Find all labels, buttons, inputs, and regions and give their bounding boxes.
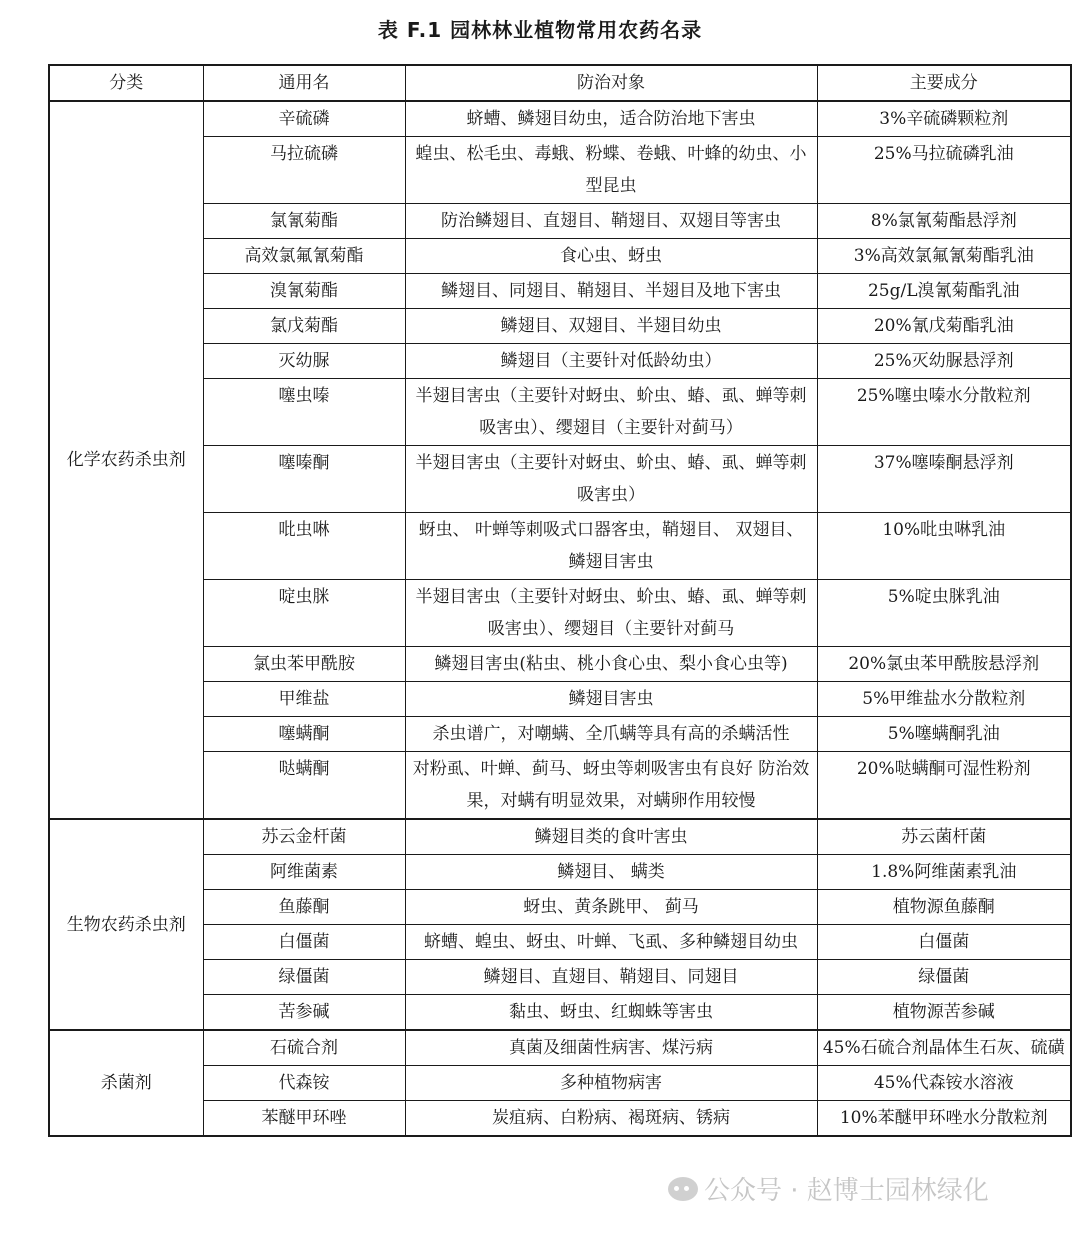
table-row [49,239,1071,274]
target-cell: 食心虫、蚜虫 [405,239,817,274]
name-cell: 苦参碱 [203,995,405,1031]
ingredient-cell: 8%氯氰菊酯悬浮剂 [817,204,1071,239]
header-ingredient: 主要成分 [817,65,1071,101]
table-row [49,752,1071,820]
target-cell: 半翅目害虫（主要针对蚜虫、蚧虫、蝽、虱、蝉等刺吸害虫）、缨翅目（主要针对蓟马） [405,379,817,446]
target-cell: 炭疽病、白粉病、褐斑病、锈病 [405,1101,817,1137]
name-cell: 绿僵菌 [203,960,405,995]
name-cell: 氯虫苯甲酰胺 [203,647,405,682]
name-cell: 噻虫嗪 [203,379,405,446]
ingredient-cell: 20%氰戊菊酯乳油 [817,309,1071,344]
table-row [49,995,1071,1031]
table-title: 表 F.1 园林林业植物常用农药名录 [377,18,703,42]
ingredient-cell: 45%石硫合剂晶体生石灰、硫磺 [817,1030,1071,1066]
table-row [49,446,1071,513]
name-cell: 代森铵 [203,1066,405,1101]
ingredient-cell: 37%噻嗪酮悬浮剂 [817,446,1071,513]
target-cell: 半翅目害虫（主要针对蚜虫、蚧虫、蝽、虱、蝉等刺吸害虫）、缨翅目（主要针对蓟马 [405,580,817,647]
target-cell: 蝗虫、松毛虫、毒蛾、粉蝶、卷蛾、叶蜂的幼虫、小型昆虫 [405,137,817,204]
ingredient-cell: 3%辛硫磷颗粒剂 [817,101,1071,137]
ingredient-cell: 5%噻螨酮乳油 [817,717,1071,752]
table-row [49,580,1071,647]
table-row [49,1101,1071,1137]
target-cell: 防治鳞翅目、直翅目、鞘翅目、双翅目等害虫 [405,204,817,239]
target-cell: 鳞翅目类的食叶害虫 [405,819,817,855]
name-cell: 噻螨酮 [203,717,405,752]
table-row [49,513,1071,580]
target-cell: 半翅目害虫（主要针对蚜虫、蚧虫、蝽、虱、蝉等刺吸害虫） [405,446,817,513]
table-row [49,1066,1071,1101]
table-row [49,717,1071,752]
watermark [668,1170,989,1207]
header-row [49,65,1071,101]
name-cell: 灭幼脲 [203,344,405,379]
category-cell: 化学农药杀虫剂 [49,101,203,819]
target-cell: 鳞翅目害虫(粘虫、桃小食心虫、梨小食心虫等) [405,647,817,682]
ingredient-cell: 5%啶虫脒乳油 [817,580,1071,647]
ingredient-cell: 植物源苦参碱 [817,995,1071,1031]
name-cell: 溴氰菊酯 [203,274,405,309]
name-cell: 石硫合剂 [203,1030,405,1066]
ingredient-cell: 45%代森铵水溶液 [817,1066,1071,1101]
category-cell: 生物农药杀虫剂 [49,819,203,1030]
target-cell: 鳞翅目、同翅目、鞘翅目、半翅目及地下害虫 [405,274,817,309]
name-cell: 甲维盐 [203,682,405,717]
name-cell: 哒螨酮 [203,752,405,820]
watermark-text: 公众号 · 赵博士园林绿化 [704,1176,989,1206]
target-cell: 多种植物病害 [405,1066,817,1101]
table-body [49,101,1071,1136]
ingredient-cell: 5%甲维盐水分散粒剂 [817,682,1071,717]
table-row [49,682,1071,717]
table-row [49,960,1071,995]
name-cell: 啶虫脒 [203,580,405,647]
name-cell: 吡虫啉 [203,513,405,580]
table-row [49,890,1071,925]
name-cell: 噻嗪酮 [203,446,405,513]
table-row [49,647,1071,682]
header-category: 分类 [49,65,203,101]
table-row [49,101,1071,137]
table-row [49,309,1071,344]
table-row [49,819,1071,855]
table-row [49,137,1071,204]
ingredient-cell: 20%哒螨酮可湿性粉剂 [817,752,1071,820]
ingredient-cell: 20%氯虫苯甲酰胺悬浮剂 [817,647,1071,682]
ingredient-cell: 25g/L溴氰菊酯乳油 [817,274,1071,309]
target-cell: 蛴螬、蝗虫、蚜虫、叶蝉、飞虱、多种鳞翅目幼虫 [405,925,817,960]
ingredient-cell: 苏云菌杆菌 [817,819,1071,855]
name-cell: 苯醚甲环唑 [203,1101,405,1137]
ingredient-cell: 绿僵菌 [817,960,1071,995]
header-target: 防治对象 [405,65,817,101]
target-cell: 蚜虫、黄条跳甲、 蓟马 [405,890,817,925]
target-cell: 蚜虫、 叶蝉等刺吸式口器客虫，鞘翅目、 双翅目、 鳞翅目害虫 [405,513,817,580]
ingredient-cell: 25%灭幼脲悬浮剂 [817,344,1071,379]
target-cell: 黏虫、蚜虫、红蜘蛛等害虫 [405,995,817,1031]
target-cell: 真菌及细菌性病害、煤污病 [405,1030,817,1066]
name-cell: 阿维菌素 [203,855,405,890]
ingredient-cell: 植物源鱼藤酮 [817,890,1071,925]
table-row [49,925,1071,960]
table-row [49,379,1071,446]
table-row [49,274,1071,309]
table-row [49,855,1071,890]
target-cell: 鳞翅目、双翅目、半翅目幼虫 [405,309,817,344]
target-cell: 鳞翅目（主要针对低龄幼虫） [405,344,817,379]
table-row [49,204,1071,239]
name-cell: 氯氰菊酯 [203,204,405,239]
ingredient-cell: 1.8%阿维菌素乳油 [817,855,1071,890]
name-cell: 辛硫磷 [203,101,405,137]
name-cell: 氯戊菊酯 [203,309,405,344]
header-name: 通用名 [203,65,405,101]
ingredient-cell: 10%苯醚甲环唑水分散粒剂 [817,1101,1071,1137]
wechat-icon [668,1177,698,1201]
ingredient-cell: 25%噻虫嗪水分散粒剂 [817,379,1071,446]
ingredient-cell: 3%高效氯氟氰菊酯乳油 [817,239,1071,274]
category-cell: 杀菌剂 [49,1030,203,1136]
ingredient-cell: 25%马拉硫磷乳油 [817,137,1071,204]
name-cell: 鱼藤酮 [203,890,405,925]
name-cell: 苏云金杆菌 [203,819,405,855]
target-cell: 对粉虱、叶蝉、蓟马、蚜虫等刺吸害虫有良好 防治效果，对螨有明显效果，对螨卵作用较慢 [405,752,817,820]
target-cell: 鳞翅目、 螨类 [405,855,817,890]
name-cell: 高效氯氟氰菊酯 [203,239,405,274]
name-cell: 白僵菌 [203,925,405,960]
ingredient-cell: 白僵菌 [817,925,1071,960]
target-cell: 鳞翅目害虫 [405,682,817,717]
target-cell: 蛴螬、鳞翅目幼虫，适合防治地下害虫 [405,101,817,137]
pesticide-table [48,64,1072,1137]
table-row [49,1030,1071,1066]
table-row [49,344,1071,379]
target-cell: 鳞翅目、直翅目、鞘翅目、同翅目 [405,960,817,995]
target-cell: 杀虫谱广，对嘲螨、全爪螨等具有高的杀螨活性 [405,717,817,752]
ingredient-cell: 10%吡虫啉乳油 [817,513,1071,580]
name-cell: 马拉硫磷 [203,137,405,204]
